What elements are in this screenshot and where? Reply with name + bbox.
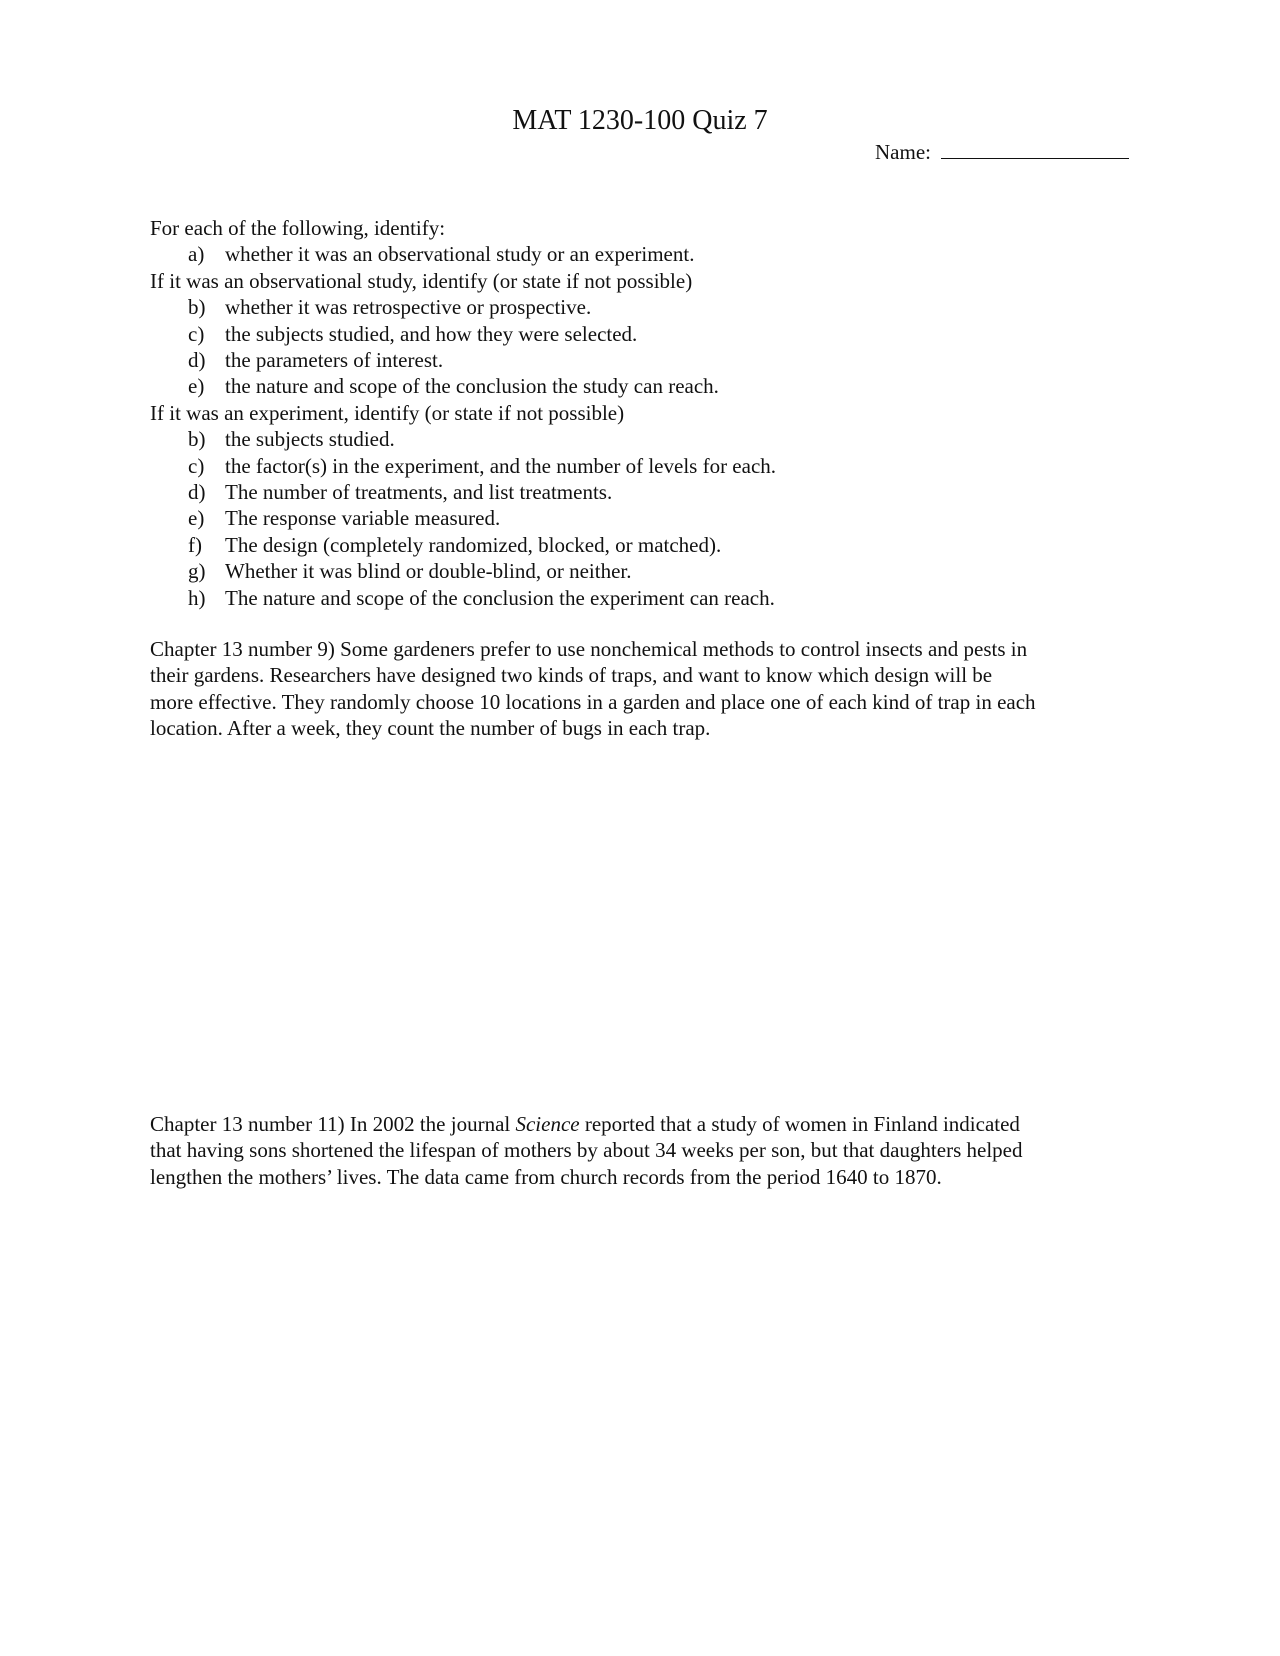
name-label: Name: [875,140,931,164]
problem-line: Chapter 13 number 11) In 2002 the journal Science reported that a study of women in Finland indicated [150,1112,1020,1136]
name-blank-line [941,138,1129,159]
list-item: h) The nature and scope of the conclusion the experiment can reach. [188,585,775,610]
list-item: b) the subjects studied. [188,427,395,452]
problem-chapter13-number11 [150,1111,1130,1190]
name-field [875,138,1129,165]
list-item: c) the factor(s) in the experiment, and the number of levels for each. [188,453,777,478]
problem-line: that having sons shortened the lifespan of mothers by about 34 weeks per son, but that daughters helped [150,1138,1023,1163]
list-item: c) the subjects studied, and how they were selected. [188,321,638,346]
list-item: e) The response variable measured. [188,506,501,531]
experiment-heading: If it was an experiment, identify (or state if not possible) [150,400,625,425]
problem-line: lengthen the mothers’ lives. The data came from church records from the period 1640 to 1870. [150,1164,942,1189]
list-item: d) The number of treatments, and list treatments. [188,480,613,505]
problem-chapter13-number9 [150,636,1130,742]
problem-line: their gardens. Researchers have designed two kinds of traps, and want to know which design will be [150,663,993,688]
list-item: f) The design (completely randomized, blocked, or matched). [188,532,722,557]
problem-line: Chapter 13 number 9) Some gardeners prefer to use nonchemical methods to control insects and pests in [150,637,1028,661]
problem-line: location. After a week, they count the number of bugs in each trap. [150,716,711,741]
list-item: g) Whether it was blind or double-blind, or neither. [188,559,632,584]
journal-name: Science [515,1112,580,1136]
list-item: a) whether it was an observational study or an experiment. [188,242,695,267]
problem-line: more effective. They randomly choose 10 locations in a garden and place one of each kind of trap in each [150,689,1036,714]
instructions-intro: For each of the following, identify: [150,216,446,240]
list-item: e) the nature and scope of the conclusion the study can reach. [188,374,719,399]
observational-heading: If it was an observational study, identify (or state if not possible) [150,268,693,293]
instructions-block [150,215,1130,611]
list-item: d) the parameters of interest. [188,348,444,373]
list-item: b) whether it was retrospective or prospective. [188,295,592,320]
page-title: MAT 1230-100 Quiz 7 [512,105,768,136]
